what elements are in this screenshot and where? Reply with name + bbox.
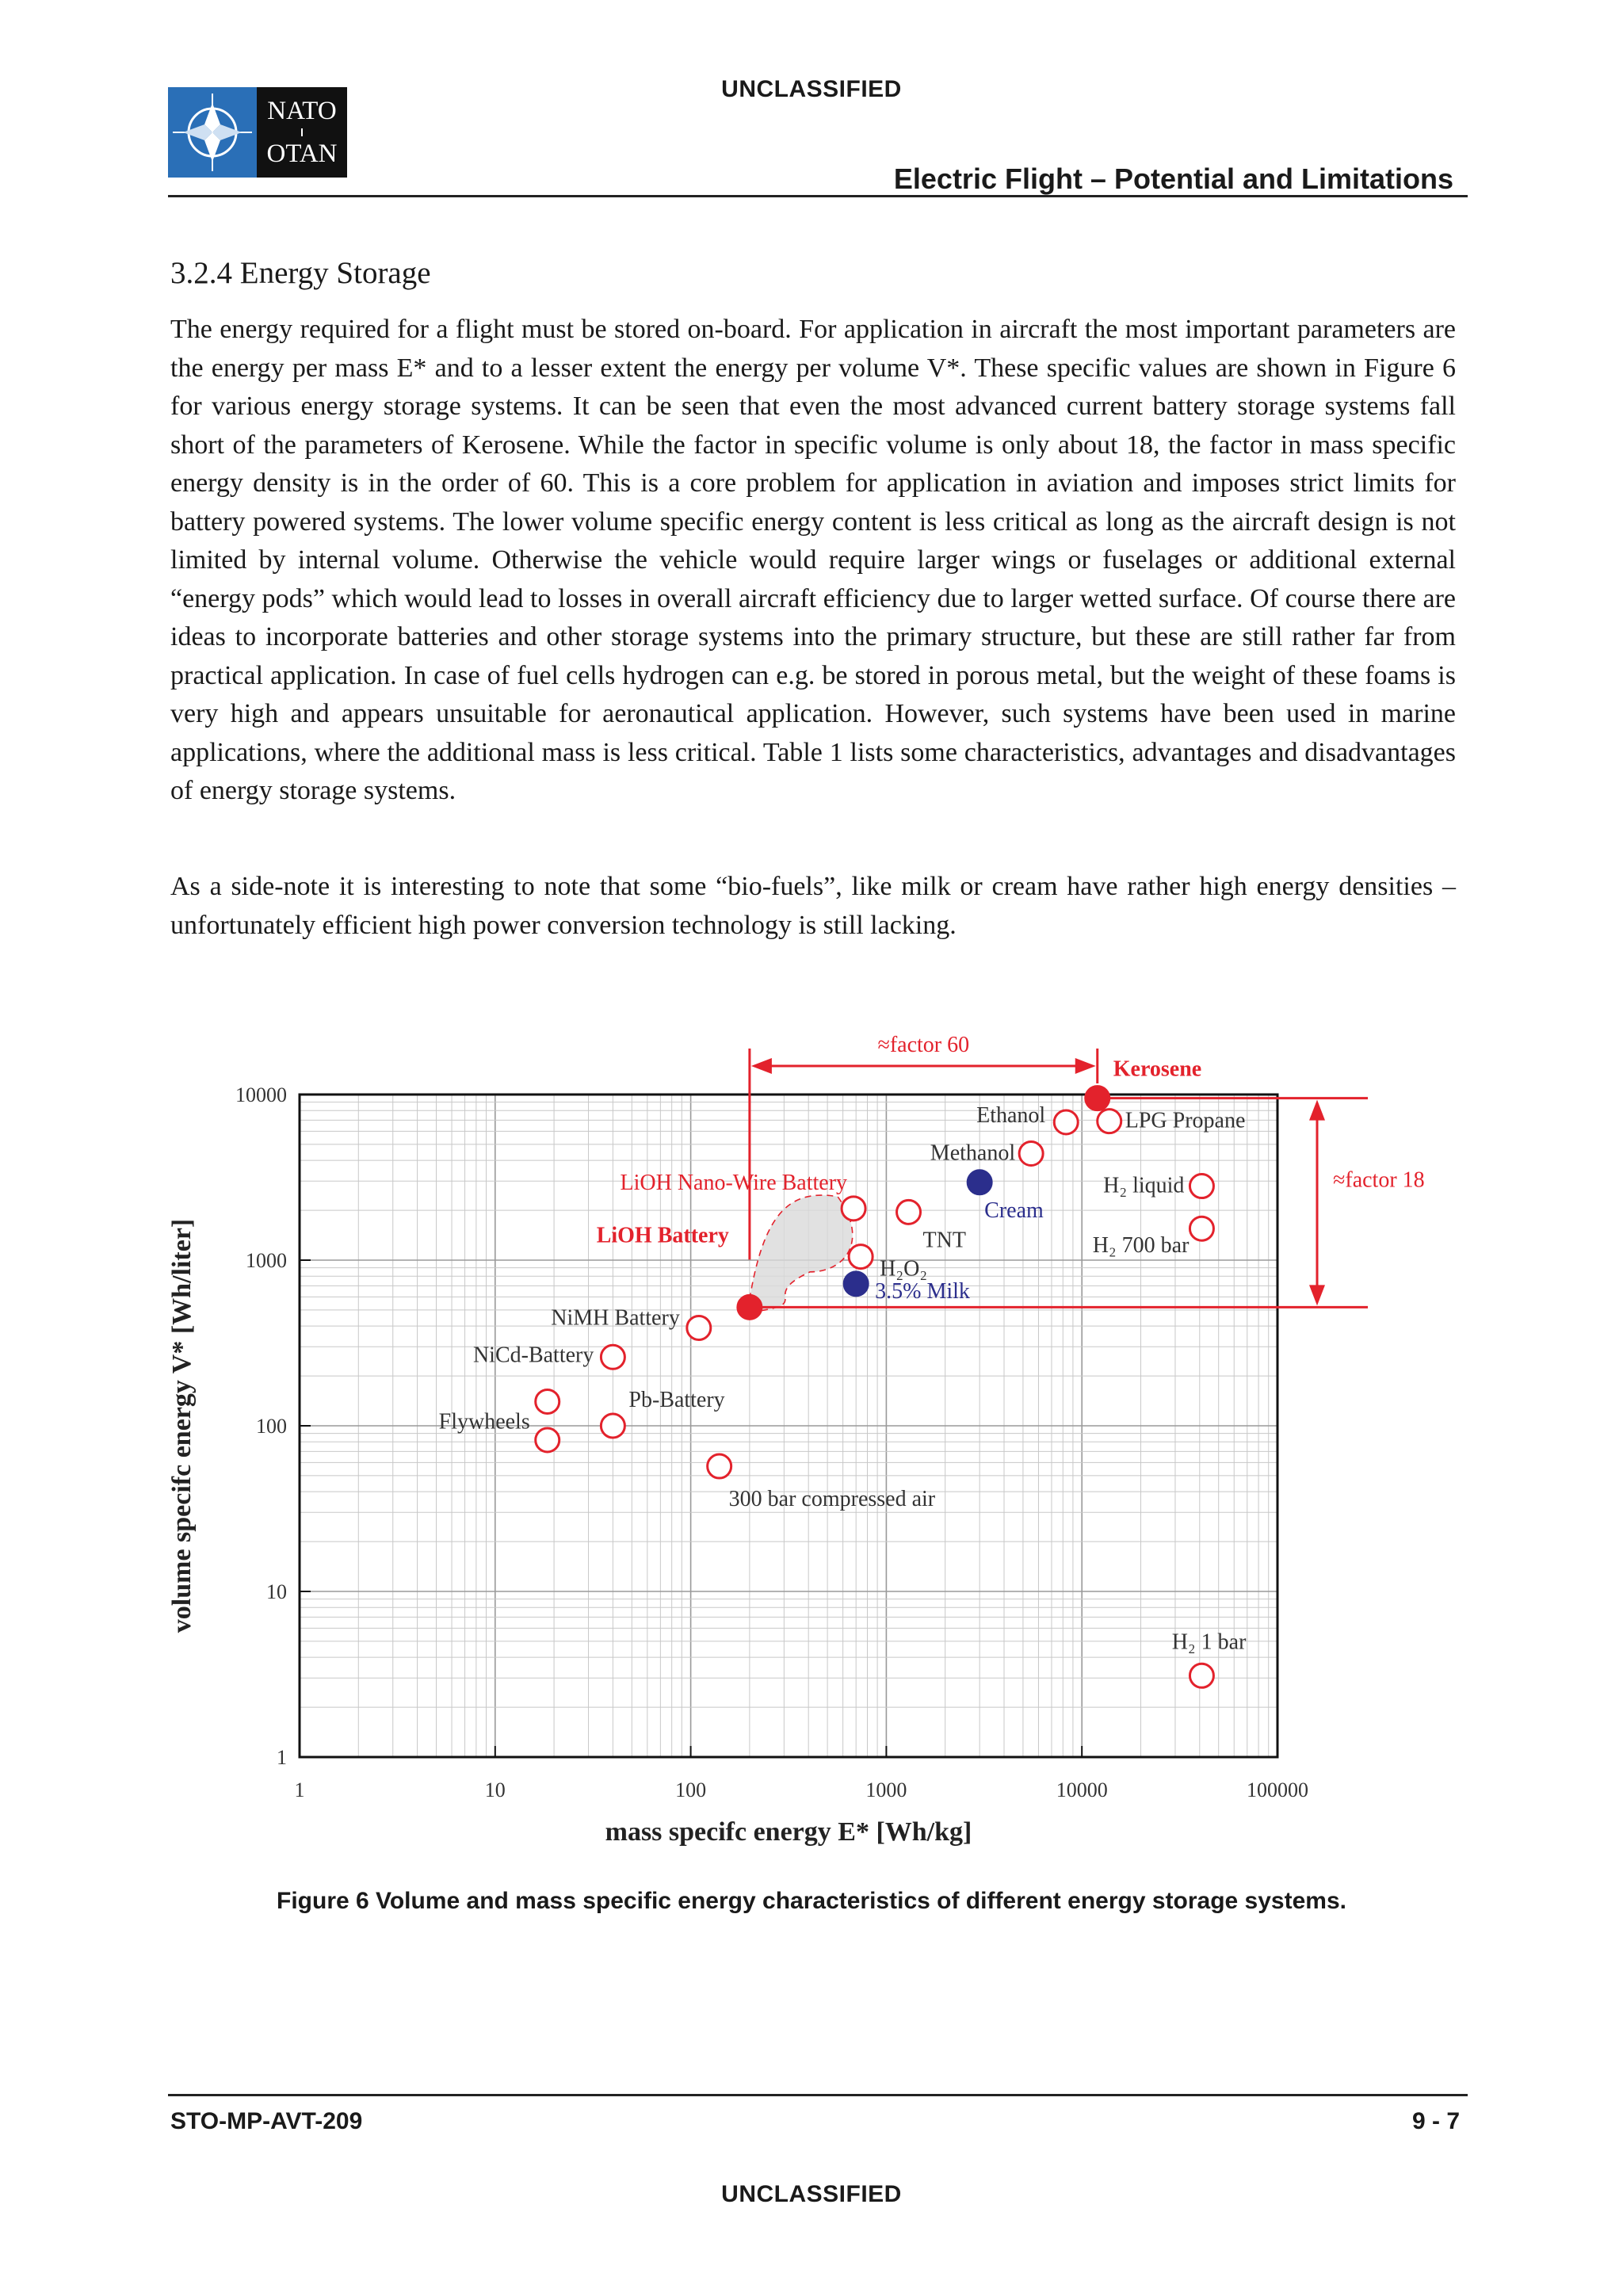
paragraph: As a side-note it is interesting to note that some “bio-fuels”, like milk or cream have rather high energy densities – unfortunately efficient high power conversion technology is still lacking.: [170, 872, 1456, 940]
factor-18-label: ≈factor 18: [1333, 1167, 1425, 1193]
data-point: [738, 1295, 762, 1319]
data-point: [601, 1414, 624, 1438]
point-label: LPG Propane: [1125, 1108, 1246, 1133]
data-point: [1019, 1142, 1043, 1166]
point-label: TNT: [922, 1228, 966, 1253]
running-title: Electric Flight – Potential and Limitations: [893, 162, 1453, 195]
x-axis-label: mass specifc energy E* [Wh/kg]: [605, 1817, 972, 1847]
point-label: Kerosene: [1113, 1056, 1202, 1082]
x-tick-label: 100: [675, 1778, 707, 1801]
data-point: [536, 1428, 559, 1452]
point-label: Methanol: [930, 1140, 1016, 1166]
point-label: H₂ 700 bar: [1092, 1233, 1190, 1259]
data-point: [601, 1345, 624, 1369]
x-tick-label: 1000: [865, 1778, 907, 1801]
data-point: [1190, 1217, 1213, 1240]
nato-logo: [168, 87, 347, 178]
page-number: 9 - 7: [1411, 2108, 1460, 2134]
data-point: [687, 1316, 711, 1339]
document-id: STO-MP-AVT-209: [170, 2108, 363, 2134]
battery-development-region: [750, 1195, 853, 1311]
data-point: [897, 1200, 921, 1224]
data-point: [708, 1454, 731, 1478]
y-axis-label: volume specifc energy V* [Wh/liter]: [167, 1218, 197, 1633]
point-label: 3.5% Milk: [875, 1278, 970, 1304]
point-label: H₂ liquid: [1103, 1173, 1185, 1198]
y-tick-label: 10000: [235, 1083, 287, 1106]
x-tick-label: 10: [484, 1778, 506, 1801]
data-point: [1098, 1110, 1121, 1133]
section-heading: 3.2.4 Energy Storage: [170, 256, 431, 290]
point-label: NiMH Battery: [551, 1305, 680, 1331]
point-label: H₂ 1 bar: [1171, 1629, 1247, 1655]
data-point: [968, 1171, 991, 1194]
data-point: [1190, 1175, 1213, 1198]
x-tick-label: 1: [294, 1778, 305, 1801]
classification-bottom: UNCLASSIFIED: [721, 2181, 902, 2207]
data-point: [1086, 1087, 1109, 1110]
point-label: Pb-Battery: [628, 1388, 725, 1412]
data-point: [844, 1272, 868, 1296]
y-tick-label: 100: [256, 1415, 287, 1438]
data-point: [849, 1245, 873, 1269]
factor-18-arrow-head: [1309, 1285, 1325, 1305]
chart-annotations: [750, 1033, 1425, 1311]
nato-compass-icon: [168, 87, 257, 178]
point-label: 300 bar compressed air: [728, 1487, 936, 1512]
y-tick-label: 1000: [246, 1249, 287, 1272]
y-tick-label: 1: [277, 1746, 287, 1769]
point-label: LiOH Nano-Wire Battery: [620, 1170, 848, 1195]
data-point: [1054, 1110, 1078, 1134]
logo-text-otan: OTAN: [266, 139, 338, 168]
point-label: NiCd-Battery: [472, 1343, 594, 1368]
factor-60-arrow-head: [751, 1058, 772, 1074]
data-point: [536, 1389, 559, 1413]
energy-storage-chart: [158, 1026, 1474, 1866]
point-label: Cream: [984, 1198, 1044, 1223]
point-label: LiOH Battery: [596, 1223, 729, 1248]
factor-60-arrow-head: [1075, 1058, 1096, 1074]
point-label: Flywheels: [438, 1409, 530, 1435]
header-rule: [168, 195, 1468, 197]
point-label: H₂O₂: [880, 1256, 928, 1282]
data-point: [842, 1197, 865, 1221]
x-tick-label: 100000: [1247, 1778, 1308, 1801]
data-point: [1190, 1664, 1213, 1687]
factor-18-arrow-head: [1309, 1100, 1325, 1121]
paragraph: The energy required for a flight must be stored on-board. For application in aircraft the most important parameters are the energy per mass E* and to a lesser extent the energy per volume V*. These specific values are shown in Figure 6 for various energy storage systems. It can be seen that even the most advanced current battery storage systems fall short of the parameters of Kerosene. While the factor in specific volume is only about 18, the factor in mass specific energy density is in the order of 60. This is a core problem for application in aviation and imposes strict limits for battery powered systems. The lower volume specific energy content is less critical as long as the aircraft design is not limited by internal volume. Otherwise the vehicle would require larger wings or fuselages or additional external “energy pods” which would lead to losses in overall aircraft efficiency due to larger wetted surface. Of course there are ideas to incorporate batteries and other storage systems into the primary structure, but these are still rather far from practical application. In case of fuel cells hydrogen can e.g. be stored in porous metal, but the weight of these foams is very high and appears unsuitable for aeronautical application. However, such systems have been used in marine applications, where the additional mass is less critical. Table 1 lists some characteristics, advantages and disadvantages of energy storage systems.: [170, 315, 1456, 805]
figure-caption: Figure 6 Volume and mass specific energy characteristics of different energy storage systems.: [277, 1888, 1346, 1914]
classification-top: UNCLASSIFIED: [721, 76, 902, 102]
footer-rule: [168, 2094, 1468, 2096]
x-tick-label: 10000: [1056, 1778, 1108, 1801]
point-label: Ethanol: [976, 1103, 1046, 1129]
factor-60-label: ≈factor 60: [877, 1033, 970, 1057]
logo-text-nato: NATO: [267, 97, 337, 125]
y-tick-label: 10: [266, 1580, 287, 1603]
